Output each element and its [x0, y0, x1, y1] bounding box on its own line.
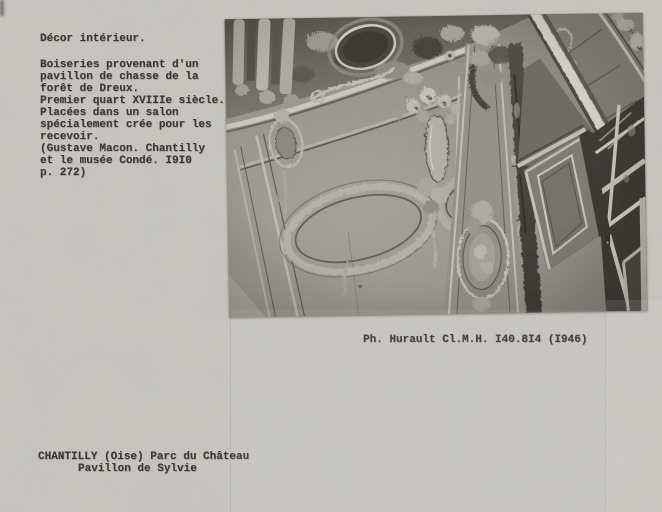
annotation-line: Boiseries provenant d'un [40, 59, 199, 71]
paper-crease [605, 300, 606, 512]
annotation-title: Décor intérieur. [40, 33, 146, 45]
annotation-line: forêt de Dreux. [40, 83, 140, 95]
annotation-line: p. 272) [40, 167, 87, 179]
annotation-line: spécialement crée pour les [40, 119, 212, 131]
annotation-line: Premier quart XVIIIe siècle. [40, 95, 225, 107]
annotation-line: pavillon de chasse de la [40, 71, 199, 83]
annotation-line: (Gustave Macon. Chantilly [40, 143, 206, 155]
scan-edge-mark [0, 0, 4, 16]
paper-crease [230, 312, 231, 512]
photo-artwork [225, 13, 648, 318]
location-line1: CHANTILLY (Oise) Parc du Château [38, 451, 250, 463]
photograph [225, 13, 648, 318]
location-caption [38, 451, 249, 475]
annotation-line: et le musée Condé. I9I0 [40, 155, 192, 167]
paper-tone-shift-right [606, 300, 662, 512]
photo-grain [225, 13, 648, 318]
photo-caption: Ph. Hurault Cl.M.H. I40.8I4 (I946) [363, 334, 588, 346]
annotation-block [40, 33, 225, 179]
annotation-line: Placées dans un salon [40, 107, 179, 119]
location-line2: Pavillon de Sylvie [78, 463, 197, 475]
annotation-line: recevoir. [40, 131, 100, 143]
